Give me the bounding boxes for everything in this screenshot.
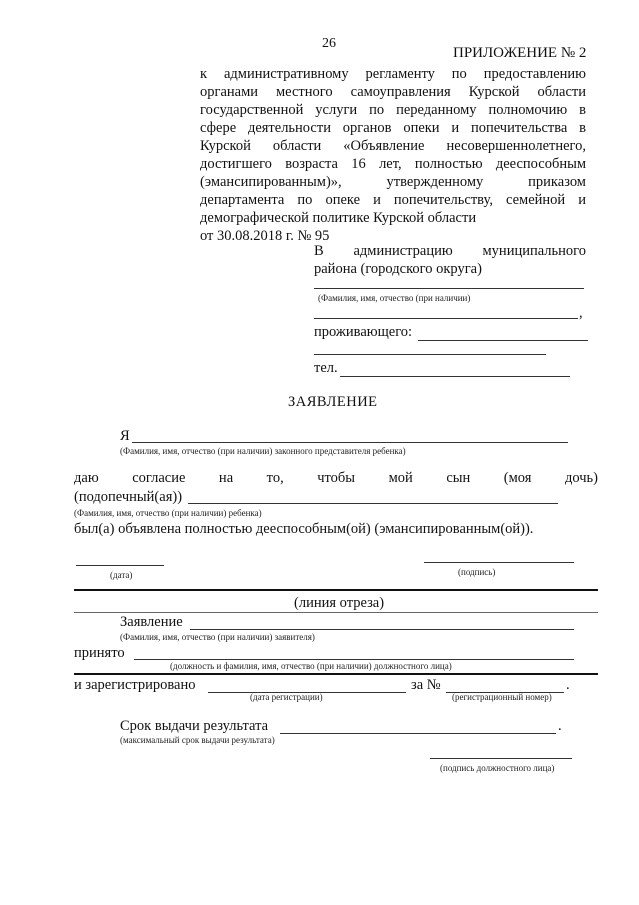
- comma: ,: [579, 305, 583, 321]
- registered-label: и зарегистрировано: [74, 677, 196, 693]
- cut-separator: [74, 589, 598, 591]
- header-line: достигшего возраста 16 лет, полностью дееспособным: [200, 156, 586, 172]
- header-line: демографической политике Курской области: [200, 210, 477, 226]
- residing-line-2: [314, 354, 546, 355]
- child-caption: (Фамилия, имя, отчество (при наличии) ребенка): [74, 508, 262, 518]
- header-line: (эмансипированным)», утвержденному приказом: [200, 174, 586, 190]
- number-label: за №: [411, 677, 441, 693]
- cut-line-label: (линия отреза): [294, 595, 385, 611]
- consent-line: даю согласие на то, чтобы мой сын (моя дочь): [74, 470, 598, 486]
- addressee-fio-line-2: [314, 318, 578, 319]
- receipt-separator: [74, 673, 598, 675]
- header-line: Курской области «Объявление несовершеннолетнего,: [200, 138, 586, 154]
- appendix-title: ПРИЛОЖЕНИЕ № 2: [453, 45, 587, 61]
- deadline-period: .: [558, 718, 562, 734]
- date-caption: (дата): [110, 570, 133, 580]
- applicant-line: [190, 629, 574, 630]
- ward-label: (подопечный(ая)): [74, 489, 183, 505]
- period-end: .: [566, 677, 570, 693]
- cut-separator-thin: [74, 612, 598, 613]
- phone-label: тел.: [314, 360, 338, 376]
- i-label: Я: [120, 428, 130, 444]
- deadline-line: [280, 733, 556, 734]
- official-line: [134, 659, 574, 660]
- document-title: ЗАЯВЛЕНИЕ: [288, 394, 378, 410]
- residing-label: проживающего:: [314, 324, 413, 340]
- accepted-label: принято: [74, 645, 125, 661]
- addressee-fio-caption: (Фамилия, имя, отчество (при наличии): [318, 293, 471, 303]
- deadline-label: Срок выдачи результата: [120, 718, 269, 734]
- addressee-fio-line: [314, 288, 584, 289]
- header-line: органами местного самоуправления Курской области: [200, 84, 586, 100]
- phone-line: [340, 376, 570, 377]
- header-line: департамента по опеке и попечительству, семейной и: [200, 192, 586, 208]
- official-signature-caption: (подпись должностного лица): [440, 763, 555, 773]
- page-number: 26: [322, 36, 336, 51]
- header-line: от 30.08.2018 г. № 95: [200, 228, 330, 244]
- representative-line: [132, 442, 568, 443]
- addressee-line: В администрацию муниципального: [314, 243, 586, 259]
- child-line: [188, 503, 558, 504]
- reg-number-caption: (регистрационный номер): [452, 692, 552, 702]
- official-caption: (должность и фамилия, имя, отчество (при наличии) должностного лица): [170, 661, 452, 671]
- date-line: [76, 565, 164, 566]
- representative-caption: (Фамилия, имя, отчество (при наличии) законного представителя ребенка): [120, 446, 406, 456]
- deadline-caption: (максимальный срок выдачи результата): [120, 735, 275, 745]
- signature-line: [424, 562, 574, 563]
- statement-label: Заявление: [120, 614, 183, 630]
- header-line: сфере деятельности органов опеки и попечительства в: [200, 120, 586, 136]
- applicant-caption: (Фамилия, имя, отчество (при наличии) заявителя): [120, 632, 315, 642]
- reg-date-caption: (дата регистрации): [250, 692, 323, 702]
- official-signature-line: [430, 758, 572, 759]
- header-line: к административному регламенту по предоставлению: [200, 66, 586, 82]
- signature-caption: (подпись): [458, 567, 496, 577]
- declared-text: был(а) объявлена полностью дееспособным(ой) (эмансипированным(ой)).: [74, 521, 534, 537]
- header-line: государственной услуги по переданному полномочию в: [200, 102, 586, 118]
- residing-line: [418, 340, 588, 341]
- addressee-line: района (городского округа): [314, 261, 482, 277]
